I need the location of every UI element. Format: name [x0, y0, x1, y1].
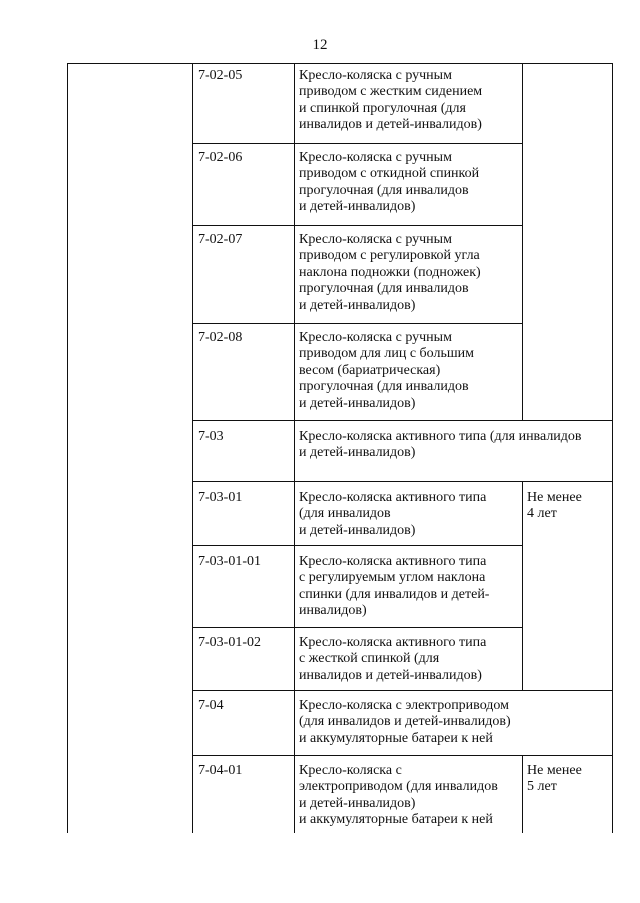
row-separator [192, 323, 523, 324]
table-border-left [67, 63, 68, 833]
row-name: Кресло-коляска с электроприводом (для инвалидов и детей-инвалидов) и аккумуляторные батареи к ней [299, 763, 498, 828]
row-code: 7-04-01 [198, 763, 243, 778]
row-name: Кресло-коляска с электроприводом (для инвалидов и детей-инвалидов) и аккумуляторные батареи к ней [299, 698, 511, 746]
row-term: Не менее 4 лет [527, 490, 582, 522]
row-code: 7-02-06 [198, 150, 243, 165]
table-border-right-lower [612, 690, 613, 833]
page-number: 12 [312, 37, 328, 53]
table-border-top [67, 63, 613, 64]
row-code: 7-03-01-02 [198, 635, 261, 650]
row-name: Кресло-коляска с ручным приводом для лиц с большим весом (бариатрическая) прогулочная (для инвалидов и детей-инвалидов) [299, 330, 474, 411]
row-code: 7-03 [198, 429, 224, 444]
table-divider-name [294, 63, 295, 833]
row-name: Кресло-коляска активного типа (для инвалидов и детей-инвалидов) [299, 490, 487, 538]
row-separator [192, 143, 523, 144]
row-separator [192, 755, 613, 756]
row-name: Кресло-коляска активного типа с регулируемым углом наклона спинки (для инвалидов и детей- инвалидов) [299, 554, 490, 619]
row-separator [192, 545, 523, 546]
row-code: 7-02-05 [198, 68, 243, 83]
row-separator [192, 420, 613, 421]
row-separator [192, 690, 613, 691]
table-divider-term-lower [522, 755, 523, 833]
row-term: Не менее 5 лет [527, 763, 582, 795]
table-divider-term-upper [522, 63, 523, 420]
row-name: Кресло-коляска с ручным приводом с жестким сидением и спинкой прогулочная (для инвалидов и детей-инвалидов) [299, 68, 483, 133]
row-code: 7-02-08 [198, 330, 243, 345]
table-border-right-upper [612, 63, 613, 420]
row-code: 7-02-07 [198, 232, 243, 247]
row-code: 7-04 [198, 698, 224, 713]
row-code: 7-03-01-01 [198, 554, 261, 569]
row-name: Кресло-коляска активного типа с жесткой спинкой (для инвалидов и детей-инвалидов) [299, 635, 487, 683]
row-name: Кресло-коляска с ручным приводом с регулировкой угла наклона подножки (подножек) прогулочная (для инвалидов и детей-инвалидов) [299, 232, 481, 313]
row-separator [192, 627, 523, 628]
row-separator [192, 481, 613, 482]
row-name: Кресло-коляска активного типа (для инвалидов и детей-инвалидов) [299, 429, 582, 461]
row-name: Кресло-коляска с ручным приводом с откидной спинкой прогулочная (для инвалидов и детей-инвалидов) [299, 150, 480, 215]
table-divider-code [192, 63, 193, 833]
table-divider-term-middle [522, 481, 523, 690]
row-code: 7-03-01 [198, 490, 243, 505]
row-separator [192, 225, 523, 226]
table-border-right-middle [612, 420, 613, 690]
